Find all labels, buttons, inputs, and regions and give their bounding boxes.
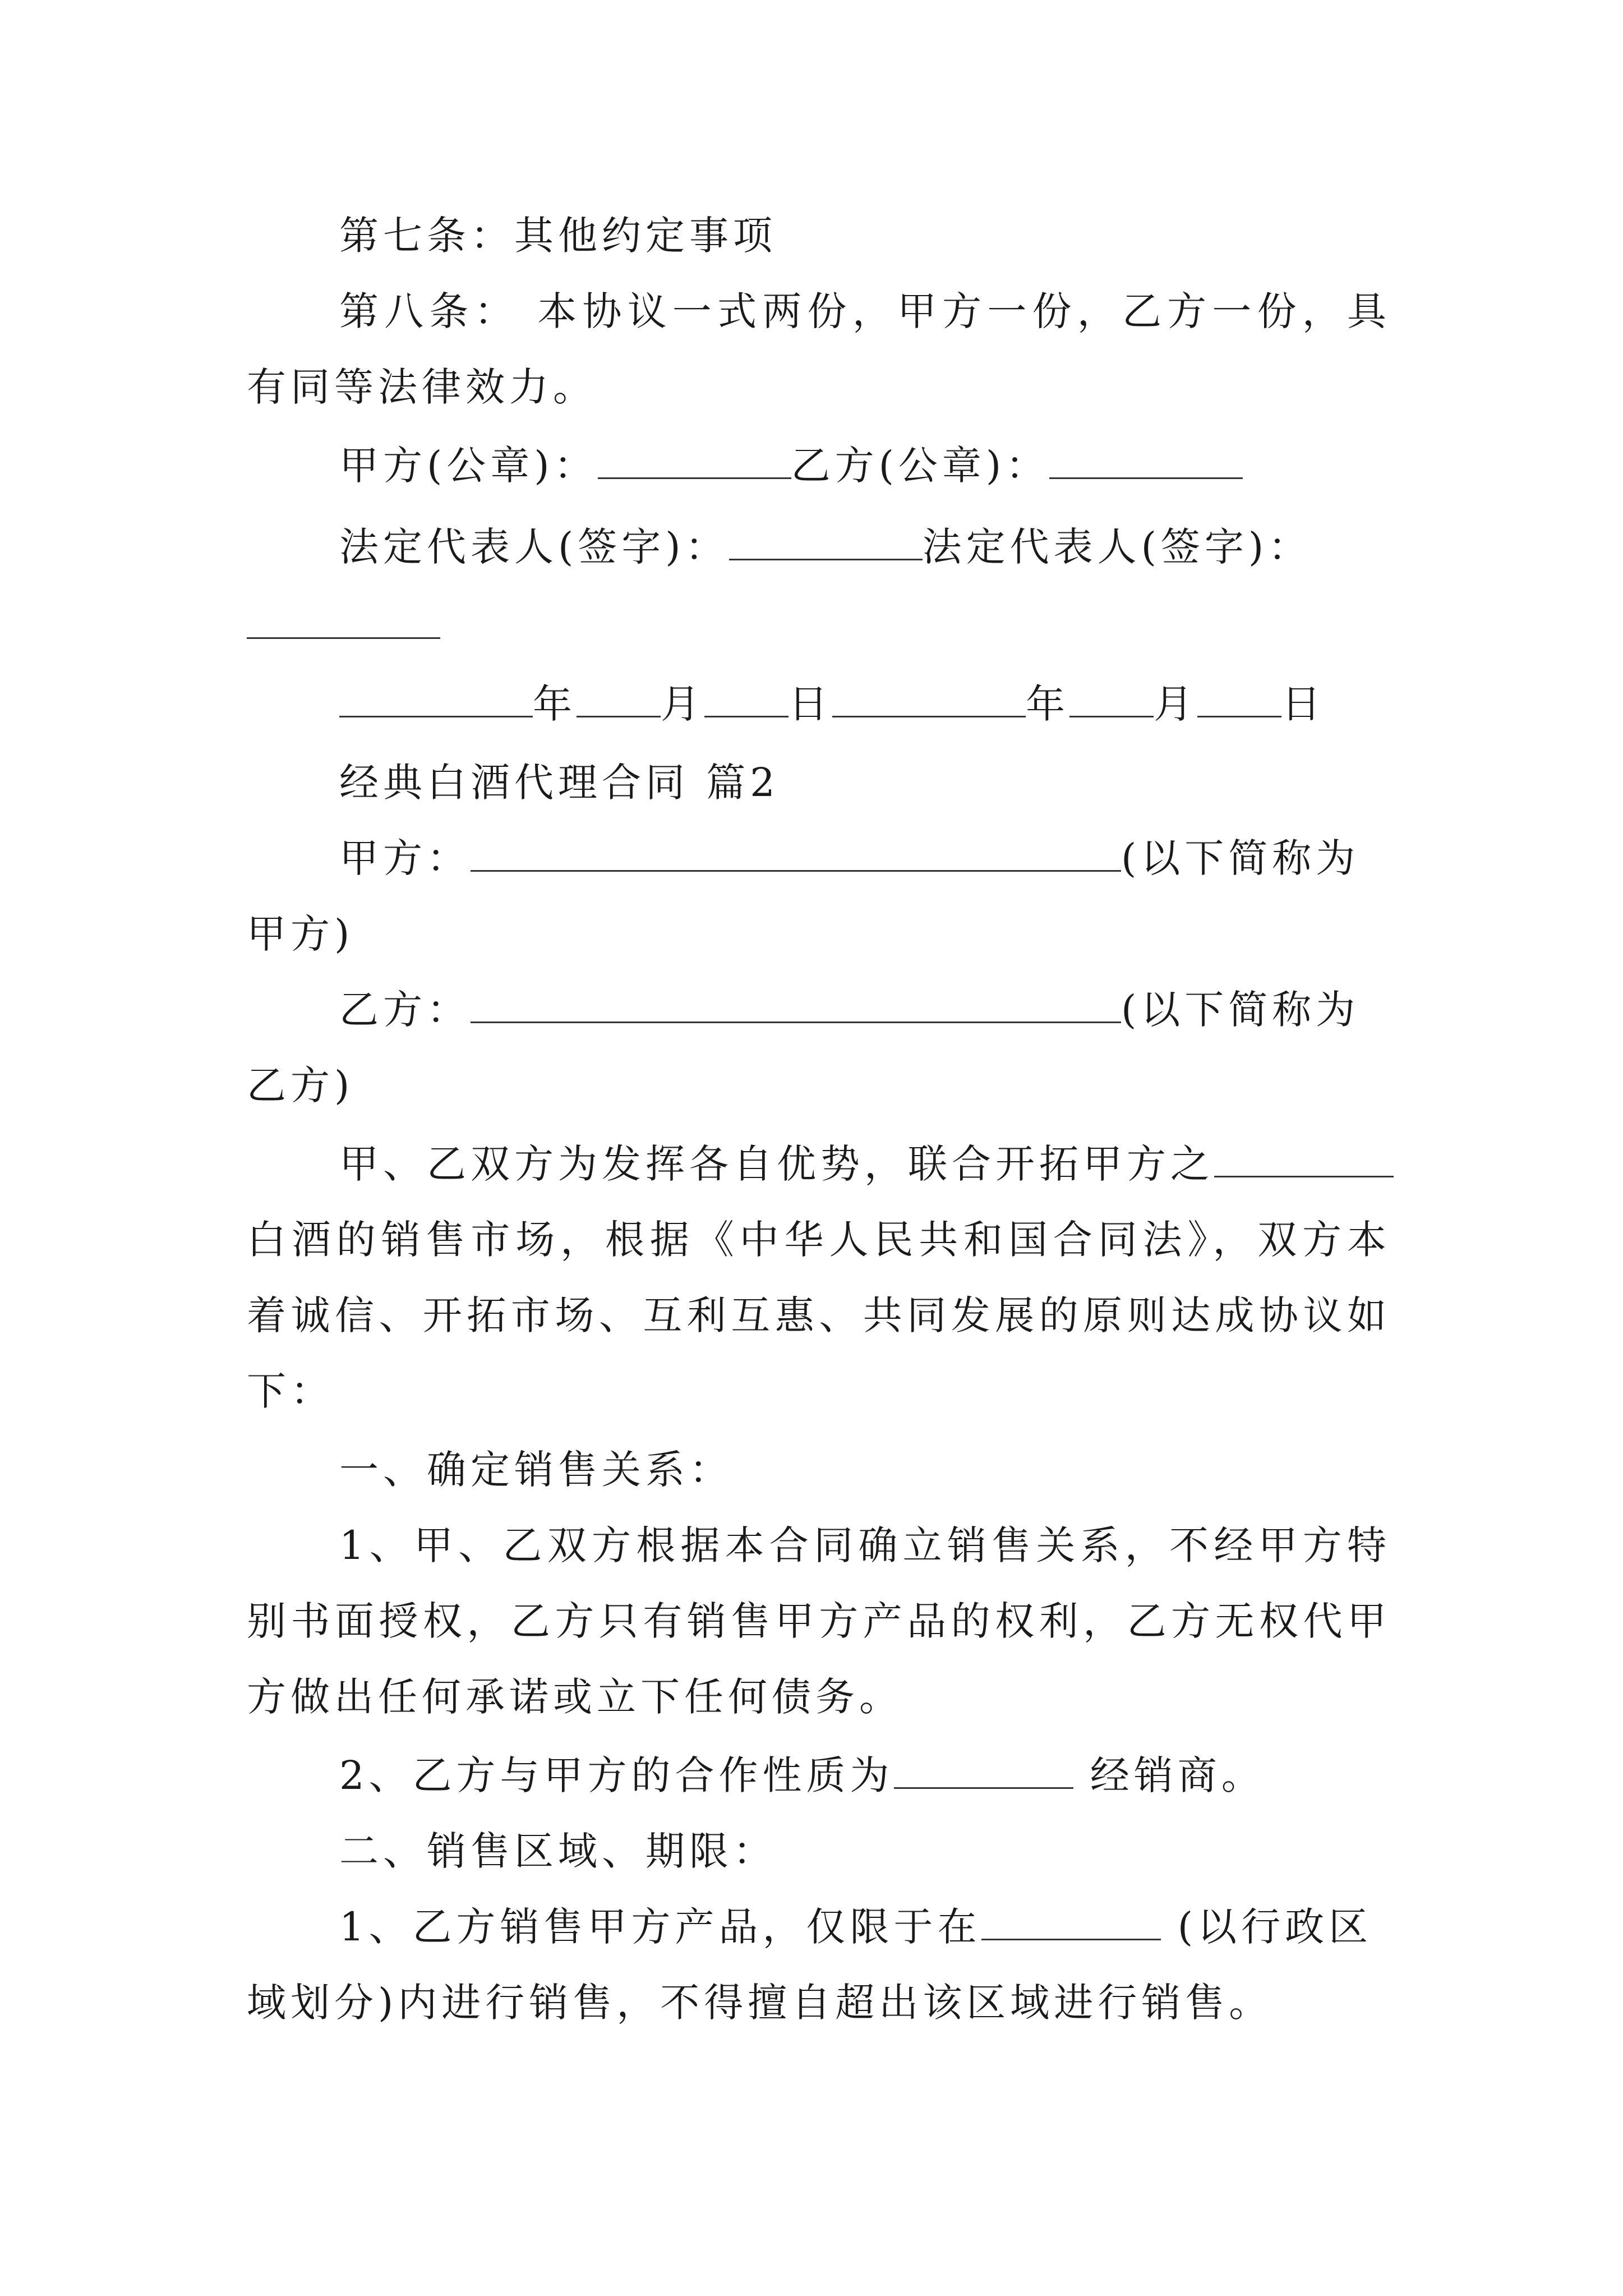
party-b-label: 乙方： (339, 987, 471, 1033)
party-a-line-cont (247, 906, 1391, 962)
party-b-line-cont (247, 1057, 1391, 1114)
heading-1-text: 一、确定销售关系： (339, 1447, 733, 1493)
preamble-line-2 (247, 1212, 1391, 1268)
party-a-seal-blank[interactable] (598, 441, 791, 479)
sales-region-blank[interactable] (981, 1903, 1161, 1940)
article-8-line-2 (247, 359, 1391, 415)
party-b-month-blank[interactable] (1069, 680, 1154, 717)
clause-1-1-text-3: 方做出任何承诺或立下任何债务。 (247, 1674, 903, 1720)
party-b-day-blank[interactable] (1197, 680, 1281, 717)
clause-2-1-suffix: (以行政区 (1160, 1904, 1373, 1950)
year-label-a: 年 (533, 681, 577, 727)
party-a-day-blank[interactable] (704, 680, 789, 717)
representative-line-cont (247, 597, 1391, 654)
party-a-seal-label: 甲方(公章)： (339, 443, 598, 489)
article-7 (339, 208, 1391, 264)
preamble-text-4: 下： (247, 1368, 334, 1414)
day-label-b: 日 (1281, 681, 1325, 727)
preamble-text-2: 白酒的销售市场，根据《中华人民共和国合同法》，双方本 (247, 1217, 1391, 1263)
clause-1-2 (339, 1747, 1391, 1803)
date-line (339, 676, 1391, 732)
preamble-line-3 (247, 1287, 1391, 1343)
party-a-name-blank[interactable] (471, 834, 1121, 872)
party-a-label: 甲方： (339, 835, 471, 881)
clause-1-1-line-3 (247, 1669, 1391, 1725)
party-a-month-blank[interactable] (577, 680, 661, 717)
party-a-suffix: (以下简称为 (1121, 835, 1360, 881)
article-7-text: 第七条：其他约定事项 (339, 213, 777, 259)
party-b-suffix: (以下简称为 (1121, 987, 1360, 1033)
clause-1-1-text-2: 别书面授权，乙方只有销售甲方产品的权利，乙方无权代甲 (247, 1598, 1391, 1644)
section-title-text: 经典白酒代理合同 篇2 (339, 760, 780, 806)
clause-2-1-line-1 (339, 1899, 1391, 1955)
article-8-text-2: 有同等法律效力。 (247, 364, 597, 410)
section-title (339, 754, 1391, 811)
month-label-b: 月 (1154, 681, 1197, 727)
party-a-line (339, 830, 1391, 886)
clause-2-1-prefix: 1、乙方销售甲方产品，仅限于在 (339, 1904, 981, 1950)
party-a-year-blank[interactable] (339, 680, 533, 717)
preamble-line-4 (247, 1363, 1391, 1419)
party-b-seal-blank[interactable] (1049, 441, 1243, 479)
party-a-rep-label: 法定代表人(签字)： (339, 524, 729, 570)
party-b-rep-label: 法定代表人(签字)： (922, 524, 1312, 570)
clause-2-1-line-2 (247, 1975, 1391, 2031)
article-8-text-1: 第八条： 本协议一式两份，甲方一份，乙方一份，具 (339, 288, 1391, 334)
preamble-text-1: 甲、乙双方为发挥各自优势，联合开拓甲方之 (339, 1141, 1214, 1187)
clause-1-2-suffix: 经销商。 (1073, 1752, 1265, 1798)
party-b-seal-label: 乙方(公章)： (791, 443, 1050, 489)
preamble-text-3: 着诚信、开拓市场、互利互惠、共同发展的原则达成协议如 (247, 1292, 1391, 1338)
seal-line (339, 438, 1391, 494)
year-label-b: 年 (1026, 681, 1069, 727)
party-a-cont: 甲方) (247, 911, 354, 957)
heading-1 (339, 1442, 1391, 1498)
clause-1-1-line-2 (247, 1593, 1391, 1649)
heading-2-text: 二、销售区域、期限： (339, 1828, 777, 1874)
clause-2-1-text-2: 域划分)内进行销售，不得擅自超出该区域进行销售。 (247, 1980, 1273, 2026)
brand-blank[interactable] (1214, 1140, 1394, 1177)
party-b-rep-blank[interactable] (247, 601, 440, 639)
party-b-line (339, 982, 1391, 1038)
preamble-line-1 (339, 1136, 1391, 1192)
day-label-a: 日 (789, 681, 832, 727)
clause-1-1-text-1: 1、甲、乙双方根据本合同确立销售关系，不经甲方特 (339, 1522, 1391, 1568)
representative-line (339, 519, 1391, 575)
clause-1-2-prefix: 2、乙方与甲方的合作性质为 (339, 1752, 894, 1798)
month-label-a: 月 (661, 681, 704, 727)
party-a-rep-blank[interactable] (729, 523, 923, 560)
clause-1-1-line-1 (339, 1517, 1391, 1573)
party-b-year-blank[interactable] (832, 680, 1026, 717)
article-8-line-1 (339, 283, 1391, 339)
heading-2 (339, 1823, 1391, 1879)
party-b-name-blank[interactable] (471, 986, 1121, 1023)
party-b-cont: 乙方) (247, 1062, 354, 1108)
cooperation-type-blank[interactable] (894, 1751, 1073, 1789)
